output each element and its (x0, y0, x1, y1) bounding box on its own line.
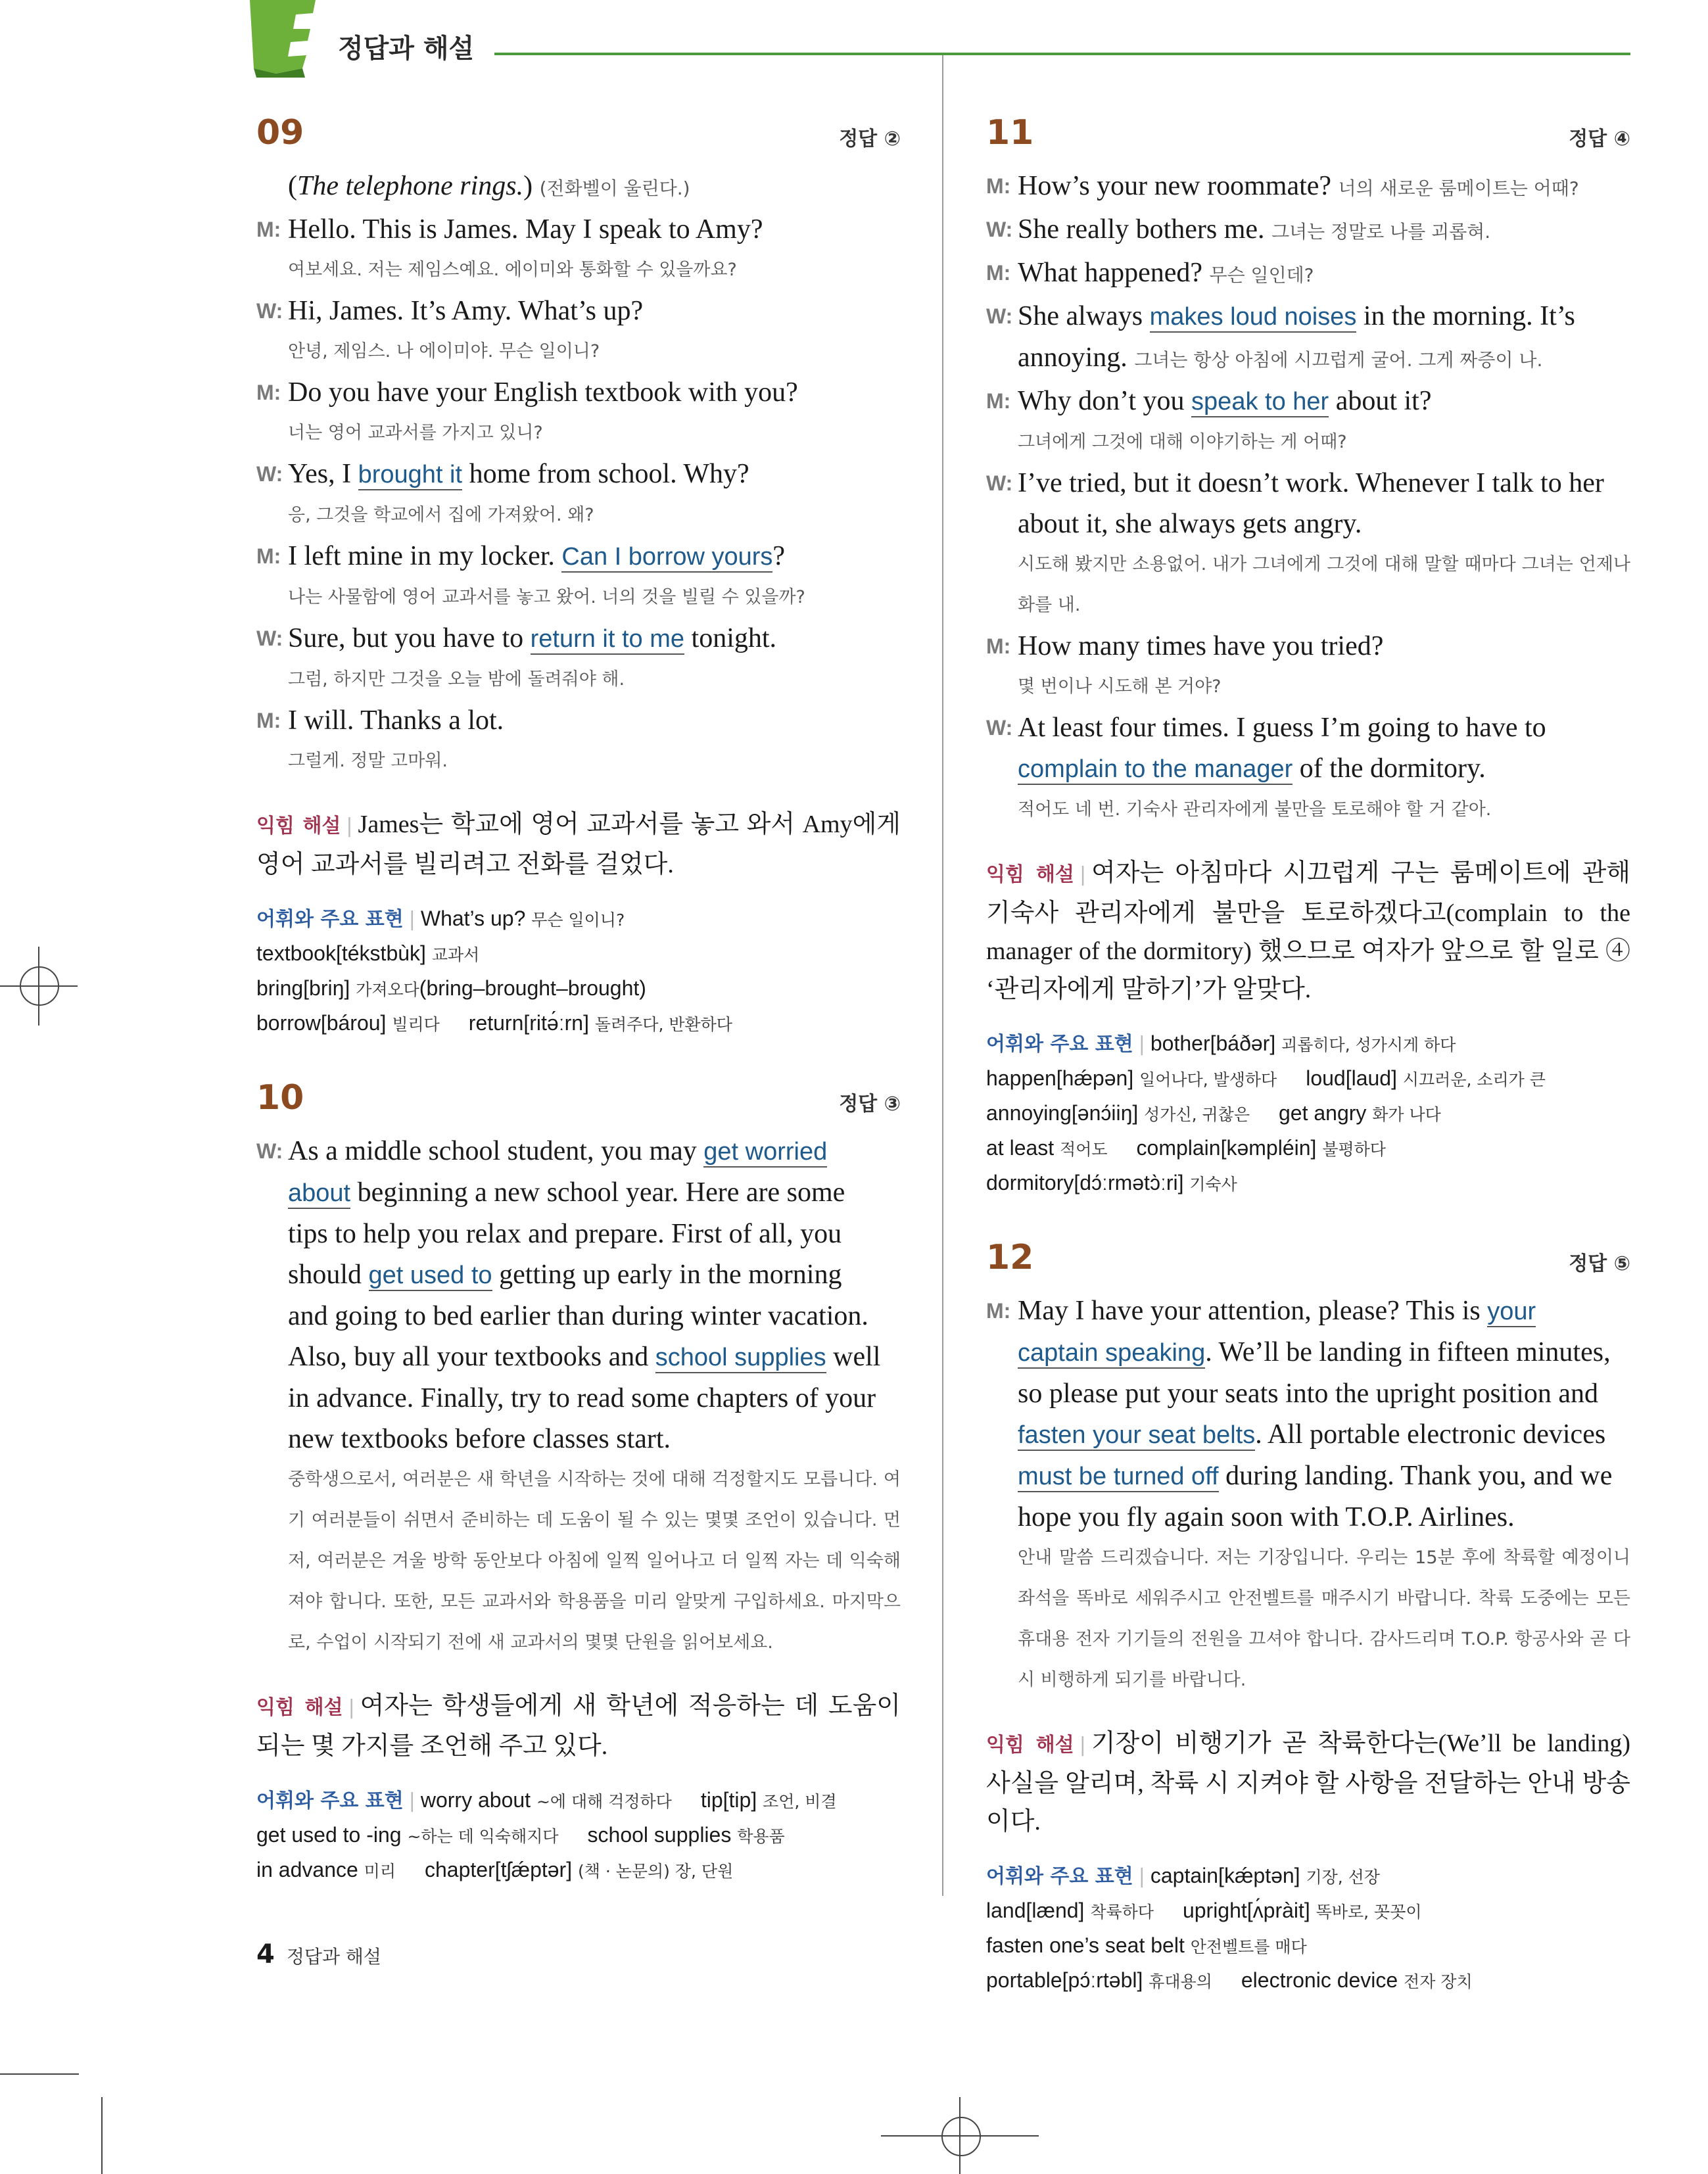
dialogue-text: Hello. This is James. May I speak to Amy? (288, 214, 763, 245)
answer-label: 정답 ⑤ (1569, 1252, 1630, 1275)
translation: 안내 말씀 드리겠습니다. 저는 기장입니다. 우리는 15분 후에 착륙할 예정이니 좌석을 똑바로 세워주시고 안전벨트를 매주시기 바랍니다. 착륙 도중에는 모든 휴대용 전자 기기들의 전원을 끄셔야 합니다. 감사드리며 T.O.P. 항공사와 곧 다시 비행하게 되기를 바랍니다. (1018, 1548, 1630, 1690)
registration-mark-left (0, 947, 79, 1026)
speaker-label: M: (256, 381, 281, 404)
monologue-text: should (288, 1260, 369, 1290)
dialogue-text: What happened? (1018, 258, 1203, 288)
speaker-label: W: (256, 626, 283, 650)
vocab-term: at least (986, 1136, 1055, 1160)
vocab-term: portable[pɔ́ːrtəbl] (986, 1968, 1143, 1992)
monologue-line: and going to bed earlier than during winter vacation. (288, 1301, 868, 1331)
crop-mark (101, 2097, 103, 2174)
question-09 (256, 113, 901, 1041)
dialogue-line (986, 707, 1630, 748)
question-number: 11 (986, 113, 1034, 153)
dialogue-text: ? (772, 541, 786, 571)
dialogue-text: How many times have you tried? (1018, 631, 1384, 661)
speaker-label: W: (256, 462, 283, 486)
vocabulary: 어휘와 주요 표현 | captain[kǽptən] 기장, 선장 land[lænd] 착륙하다 upright[ʌ́pràit] 똑바로, 꼿꼿이 fasten one’s seat belt 안전벨트를 매다 portable[pɔ́ːrtəbl] 휴대용의 electronic device 전자 장치 (986, 1864, 1473, 1992)
vocab-meaning: 기장, 선장 (1306, 1868, 1380, 1887)
underlined-blank: complain to the manager (1018, 755, 1293, 785)
monologue-line: so please put your seats into the upright position and (1018, 1379, 1599, 1409)
dialogue-text: She really bothers me. (1018, 214, 1265, 245)
vocab-term: school supplies (587, 1823, 732, 1847)
vocab-meaning: 화가 나다 (1372, 1105, 1441, 1124)
vocab-term: upright[ʌ́pràit] (1182, 1899, 1310, 1922)
page-header (0, 0, 1708, 79)
explanation: 익힘 해설 | 여자는 학생들에게 새 학년에 적응하는 데 도움이 되는 몇 가지를 조언해 주고 있다. (256, 1692, 901, 1760)
speaker-label: M: (256, 544, 281, 568)
vocab-meaning: 일어나다, 발생하다 (1139, 1070, 1277, 1089)
stage-direction-ko: (전화벨이 울린다.) (539, 177, 690, 199)
vocab-meaning: 똑바로, 꼿꼿이 (1316, 1902, 1422, 1922)
dialogue-text: Hi, James. It’s Amy. What’s up? (288, 296, 644, 326)
vocab-meaning: 휴대용의 (1149, 1972, 1212, 1991)
vocab-meaning: 안전벨트를 매다 (1190, 1937, 1307, 1956)
monologue-line (256, 1336, 901, 1378)
header-rule (494, 53, 1630, 55)
underlined-blank: brought it (358, 461, 462, 490)
question-12 (986, 1238, 1630, 1998)
explanation-text: James는 학교에 영어 교과서를 놓고 와서 Amy에게 영어 교과서를 빌리려고 전화를 걸었다. (256, 811, 901, 878)
vocab-term: textbook[tékstbùk] (256, 941, 426, 965)
vocabulary-label: 어휘와 주요 표현 (986, 1033, 1133, 1056)
dialogue-text: home from school. Why? (462, 459, 749, 489)
dialogue-line (986, 626, 1630, 667)
vocab-meaning: 가져오다 (356, 980, 419, 999)
monologue-line (986, 1414, 1630, 1455)
question-header (256, 113, 901, 158)
speaker-label: W: (986, 471, 1013, 495)
monologue-text: As a middle school student, you may (288, 1136, 704, 1166)
dialogue-line (256, 618, 901, 659)
translation: 그녀에게 그것에 대해 이야기하는 게 어때? (1018, 432, 1347, 452)
dialogue-line (256, 291, 901, 331)
translation: 중학생으로서, 여러분은 새 학년을 시작하는 것에 대해 걱정할지도 모릅니다. 여기 여러분들이 쉬면서 준비하는 데 도움이 될 수 있는 몇몇 조언이 있습니다. 먼저, 여러분은 겨울 방학 동안보다 아침에 일찍 일어나고 더 일찍 자는 데 익숙해져야 합니다. 또한, 모든 교과서와 학용품을 미리 알맞게 구입하세요. 마지막으로, 수업이 시작되기 전에 새 교과서의 몇몇 단원을 읽어보세요. (288, 1469, 901, 1653)
vocab-term: happen[hǽpən] (986, 1066, 1134, 1090)
dialogue-line (986, 337, 1630, 381)
explanation-text: 기장이 비행기가 곧 착륙한다는(We’ll be landing) 사실을 알리며, 착륙 시 지켜야 할 사항을 전달하는 안내 방송이다. (986, 1730, 1630, 1835)
explanation: 익힘 해설 | 기장이 비행기가 곧 착륙한다는(We’ll be landing) 사실을 알리며, 착륙 시 지켜야 할 사항을 전달하는 안내 방송이다. (986, 1730, 1630, 1835)
dialogue-line (986, 748, 1630, 790)
vocab-term: complain[kəmpléin] (1136, 1136, 1317, 1160)
underlined-blank: captain speaking (1018, 1339, 1205, 1369)
vocab-term: fasten one’s seat belt (986, 1933, 1185, 1957)
vocab-meaning: ~에 대해 걱정하다 (536, 1792, 672, 1811)
page-footer (256, 1939, 381, 1970)
vocab-meaning: 교과서 (431, 945, 480, 964)
explanation-label: 익힘 해설 (986, 1734, 1074, 1757)
left-column (256, 113, 901, 1925)
dialogue-line: about it, she always gets angry. (1018, 509, 1362, 539)
underlined-blank: get used to (369, 1262, 492, 1291)
column-divider (942, 55, 943, 1896)
dialogue-text: I left mine in my locker. (288, 541, 562, 571)
translation: 그녀는 정말로 나를 괴롭혀. (1271, 221, 1491, 243)
translation: 그녀는 항상 아침에 시끄럽게 굴어. 그게 짜증이 나. (1134, 349, 1543, 371)
vocabulary: 어휘와 주요 표현 | worry about ~에 대해 걱정하다 tip[tip] 조언, 비결 get used to -ing ~하는 데 익숙해지다 school supplies 학용품 in advance 미리 chapter[tʃǽptər] (책 · 논문의) 장, 단원 (256, 1788, 837, 1881)
question-11 (986, 113, 1630, 1201)
vocabulary-label: 어휘와 주요 표현 (256, 908, 404, 931)
speaker-label: W: (986, 304, 1013, 328)
monologue-line (256, 1131, 901, 1172)
vocab-term: get angry (1278, 1101, 1367, 1125)
vocab-meaning: 시끄러운, 소리가 큰 (1402, 1070, 1546, 1089)
explanation-text: 여자는 아침마다 시끄럽게 구는 룸메이트에 관해 기숙사 관리자에게 불만을 토로하겠다고(complain to the manager of the dormitory) 했으므로 여자가 앞으로 할 일로 ④ ‘관리자에게 말하기’가 알맞다. (986, 859, 1630, 1003)
dialogue-line (256, 536, 901, 577)
dialogue-line (986, 381, 1630, 422)
vocab-term: land[lænd] (986, 1899, 1085, 1922)
question-header (986, 1238, 1630, 1283)
underlined-blank: must be turned off (1018, 1463, 1219, 1492)
translation: 안녕, 제임스. 나 에이미야. 무슨 일이니? (288, 341, 600, 362)
vocab-meaning: 학용품 (737, 1827, 785, 1846)
underlined-blank: get worried (703, 1138, 827, 1168)
dialogue-text: I’ve tried, but it doesn’t work. Whenever I talk to her (1018, 468, 1604, 498)
vocab-term: chapter[tʃǽptər] (424, 1858, 573, 1881)
underlined-blank: your (1487, 1298, 1536, 1327)
dialogue-text: about it? (1329, 386, 1432, 416)
speaker-label: M: (986, 389, 1011, 413)
page-number: 4 (256, 1939, 275, 1970)
vocab-meaning: 불평하다 (1322, 1140, 1386, 1159)
dialogue-text: of the dormitory. (1293, 753, 1486, 784)
underlined-blank: school supplies (655, 1344, 826, 1373)
vocab-meaning: 전자 장치 (1404, 1972, 1473, 1991)
question-header (256, 1078, 901, 1123)
translation: 나는 사물함에 영어 교과서를 놓고 왔어. 너의 것을 빌릴 수 있을까? (288, 587, 805, 607)
right-column (986, 113, 1630, 2035)
dialogue-text: How’s your new roommate? (1018, 171, 1332, 201)
dialogue-text: Do you have your English textbook with you? (288, 377, 798, 408)
underlined-blank: makes loud noises (1150, 303, 1357, 333)
speaker-label: M: (986, 261, 1011, 285)
answer-label: 정답 ④ (1569, 128, 1630, 151)
translation: 여보세요. 저는 제임스예요. 에이미와 통화할 수 있을까요? (288, 260, 737, 280)
dialogue-line (256, 454, 901, 495)
vocabulary: 어휘와 주요 표현 | bother[báðər] 괴롭히다, 성가시게 하다 happen[hǽpən] 일어나다, 발생하다 loud[laud] 시끄러운, 소리가 큰 annoying[ənɔ́iiŋ] 성가신, 귀찮은 get angry 화가 나다 at least 적어도 complain[kəmpléin] 불평하다 dormitory[dɔ́ːrmətɔ̀ːri] 기숙사 (986, 1031, 1546, 1194)
dialogue-line (256, 209, 901, 250)
speaker-label: W: (986, 716, 1013, 740)
monologue-text: May I have your attention, please? This is (1018, 1296, 1488, 1326)
monologue-line: new textbooks before classes start. (288, 1424, 671, 1454)
vocab-meaning: 무슨 일이니? (531, 910, 625, 930)
translation: 적어도 네 번. 기숙사 관리자에게 불만을 토로해야 할 거 같아. (1018, 799, 1492, 820)
dialogue-text: in the morning. It’s (1356, 301, 1575, 331)
dialogue-line (256, 700, 901, 741)
vocabulary: 어휘와 주요 표현 | What’s up? 무슨 일이니? textbook[tékstbùk] 교과서 bring[briŋ] 가져오다(bring–brought–brought) borrow[bárou] 빌리다 return[ritə́ːrn] 돌려주다, 반환하다 (256, 907, 732, 1035)
question-header (986, 113, 1630, 158)
dialogue-text: Why don’t you (1018, 386, 1192, 416)
dialogue-text: Sure, but you have to (288, 623, 531, 653)
monologue-text: well (826, 1342, 881, 1372)
dialogue-text: I will. Thanks a lot. (288, 705, 504, 736)
vocab-meaning: 조언, 비결 (763, 1792, 837, 1811)
monologue-line: tips to help you relax and prepare. First of all, you (288, 1219, 842, 1249)
speaker-label: M: (256, 709, 281, 732)
vocab-term: get used to -ing (256, 1823, 402, 1847)
dialogue-text: tonight. (684, 623, 777, 653)
dialogue-line (986, 252, 1630, 296)
monologue-line (256, 1254, 901, 1296)
monologue-text: getting up early in the morning (492, 1260, 842, 1290)
dialogue-text: Yes, I (288, 459, 358, 489)
translation: 그럼, 하지만 그것을 오늘 밤에 돌려줘야 해. (288, 669, 625, 690)
dialogue-line (986, 166, 1630, 209)
vocab-term: bother[báðər] (1150, 1031, 1276, 1055)
vocab-meaning: 미리 (364, 1862, 396, 1881)
vocab-meaning: 괴롭히다, 성가시게 하다 (1281, 1035, 1456, 1054)
vocab-term: worry about (420, 1788, 531, 1812)
vocab-term: dormitory[dɔ́ːrmətɔ̀ːri] (986, 1171, 1184, 1194)
speaker-label: W: (986, 218, 1013, 241)
vocab-meaning: 착륙하다 (1090, 1902, 1154, 1922)
vocab-meaning: 기숙사 (1189, 1175, 1237, 1194)
answer-label: 정답 ③ (839, 1093, 901, 1116)
question-number: 12 (986, 1238, 1034, 1277)
translation: 시도해 봤지만 소용없어. 내가 그녀에게 그것에 대해 말할 때마다 그녀는 언제나 화를 내. (1018, 554, 1630, 615)
vocab-term: borrow[bárou] (256, 1011, 387, 1035)
dialogue-text: At least four times. I guess I’m going to have to (1018, 713, 1546, 743)
underlined-blank: return it to me (531, 625, 684, 655)
vocab-term: loud[laud] (1306, 1066, 1397, 1090)
explanation-label: 익힘 해설 (256, 815, 341, 838)
vocab-term: bring[briŋ] (256, 976, 350, 1000)
monologue-text: during landing. Thank you, and we (1218, 1461, 1613, 1491)
dialogue-line (986, 463, 1630, 504)
vocab-meaning: 돌려주다, 반환하다 (594, 1015, 732, 1034)
translation: 무슨 일인데? (1209, 264, 1314, 286)
vocab-meaning: 적어도 (1060, 1140, 1108, 1159)
stage-direction-en: The telephone rings. (297, 171, 524, 201)
translation: 너는 영어 교과서를 가지고 있니? (288, 423, 543, 443)
monologue-line (256, 1172, 901, 1214)
explanation: 익힘 해설 | 여자는 아침마다 시끄럽게 구는 룸메이트에 관해 기숙사 관리자에게 불만을 토로하겠다고(complain to the manager of the dormitory) 했으므로 여자가 앞으로 할 일로 ④ ‘관리자에게 말하기’가 알맞다. (986, 859, 1630, 1003)
monologue-line (986, 1290, 1630, 1332)
monologue-line (986, 1455, 1630, 1497)
monologue-text: Also, buy all your textbooks and (288, 1342, 655, 1372)
crop-mark (0, 2073, 79, 2075)
monologue-text: . We’ll be landing in fifteen minutes, (1205, 1337, 1611, 1367)
translation: 너의 새로운 룸메이트는 어때? (1338, 177, 1579, 199)
e-logo-icon (250, 0, 322, 78)
dialogue-text: annoying. (1018, 343, 1127, 373)
footer-label: 정답과 해설 (286, 1946, 381, 1968)
monologue-line (986, 1332, 1630, 1373)
speaker-label: M: (986, 1299, 1011, 1323)
vocabulary-label: 어휘와 주요 표현 (256, 1789, 404, 1812)
monologue-text: beginning a new school year. Here are some (350, 1177, 845, 1208)
monologue-line: hope you fly again soon with T.O.P. Airlines. (1018, 1502, 1515, 1532)
vocab-term: tip[tip] (700, 1788, 757, 1812)
header-title: 정답과 해설 (338, 34, 475, 64)
vocab-term: electronic device (1241, 1968, 1398, 1992)
vocab-meaning: 성가신, 귀찮은 (1144, 1105, 1250, 1124)
speaker-label: W: (256, 299, 283, 323)
underlined-blank: speak to her (1191, 388, 1329, 417)
vocab-term: return[ritə́ːrn] (468, 1011, 589, 1035)
monologue-line: in advance. Finally, try to read some chapters of your (288, 1383, 876, 1413)
vocab-meaning: ~하는 데 익숙해지다 (407, 1827, 559, 1846)
vocab-term: annoying[ənɔ́iiŋ] (986, 1101, 1139, 1125)
vocab-meaning: 빌리다 (392, 1015, 440, 1034)
question-number: 09 (256, 113, 304, 153)
translation: 그럴게. 정말 고마워. (288, 751, 448, 771)
vocab-term: What’s up? (420, 907, 526, 930)
speaker-label: M: (986, 634, 1011, 658)
translation: 몇 번이나 시도해 본 거야? (1018, 676, 1222, 697)
vocabulary-label: 어휘와 주요 표현 (986, 1865, 1133, 1888)
underlined-blank: Can I borrow yours (561, 543, 772, 573)
dialogue-line (256, 372, 901, 413)
registration-mark-bottom (881, 2097, 1039, 2174)
speaker-label: M: (256, 218, 281, 241)
vocab-forms: (bring–brought–brought) (419, 976, 646, 1000)
question-10 (256, 1078, 901, 1888)
explanation-label: 익힘 해설 (256, 1696, 343, 1719)
question-number: 10 (256, 1078, 304, 1118)
answer-label: 정답 ② (839, 128, 901, 151)
speaker-label: M: (986, 174, 1011, 198)
explanation: 익힘 해설 | James는 학교에 영어 교과서를 놓고 와서 Amy에게 영어 교과서를 빌리려고 전화를 걸었다. (256, 811, 901, 878)
underlined-blank: about (288, 1179, 350, 1209)
stage-direction: (The telephone rings.) (전화벨이 울린다.) (288, 171, 690, 201)
explanation-text: 여자는 학생들에게 새 학년에 적응하는 데 도움이 되는 몇 가지를 조언해 주고 있다. (256, 1692, 901, 1760)
speaker-label: W: (256, 1139, 283, 1163)
translation: 응, 그것을 학교에서 집에 가져왔어. 왜? (288, 505, 594, 525)
dialogue-text: She always (1018, 301, 1150, 331)
dialogue-line (986, 296, 1630, 337)
explanation-label: 익힘 해설 (986, 863, 1075, 886)
dialogue-line (986, 209, 1630, 252)
underlined-blank: fasten your seat belts (1018, 1421, 1255, 1451)
vocab-meaning: (책 · 논문의) 장, 단원 (577, 1862, 734, 1881)
vocab-term: in advance (256, 1858, 358, 1881)
monologue-text: . All portable electronic devices (1255, 1419, 1606, 1450)
vocab-term: captain[kǽptən] (1150, 1864, 1300, 1887)
